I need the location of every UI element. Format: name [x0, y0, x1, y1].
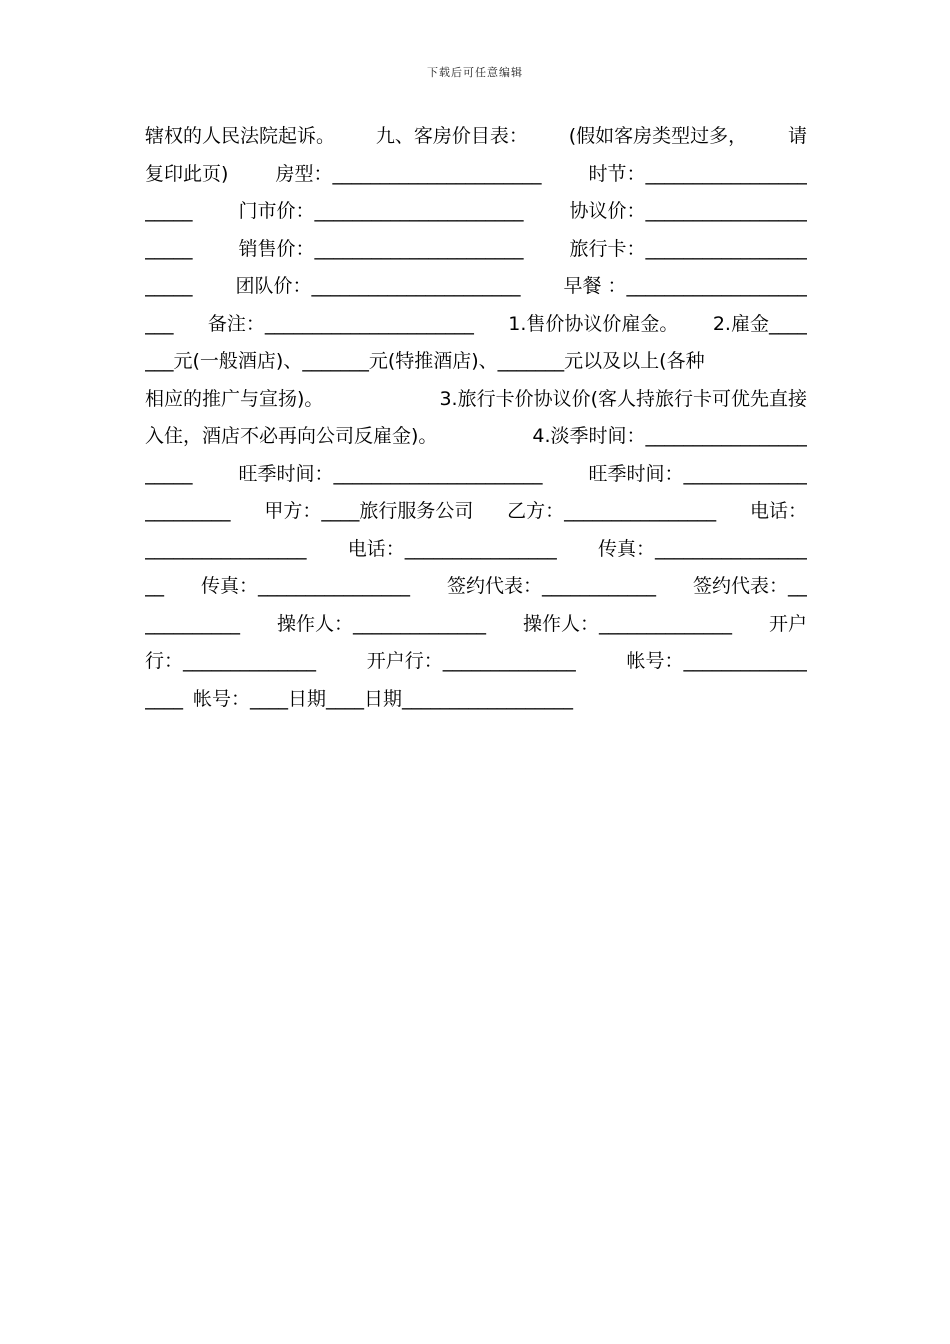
text-segment: 早餐 ：___________________	[563, 275, 807, 297]
text-segment: 协议价：_________________	[569, 200, 807, 222]
text-segment: __________	[145, 612, 240, 635]
text-segment: 相应的推广与宣扬)。	[145, 387, 324, 410]
text-line	[145, 193, 807, 231]
text-line	[145, 418, 807, 456]
text-line	[145, 531, 807, 569]
text-segment: 操作人：______________	[276, 612, 486, 635]
text-segment: 4.淡季时间：_________________	[532, 425, 807, 447]
text-line	[145, 381, 807, 419]
text-segment: 销售价：______________________	[238, 237, 524, 260]
text-segment: ___元(一般酒店)、_______元(特推酒店)、_______元以及以上(各种	[145, 350, 705, 372]
text-segment: 旺季时间：______________________	[238, 462, 543, 485]
text-line	[145, 681, 807, 719]
text-line	[145, 343, 807, 381]
text-segment: 帐号：_____________	[626, 650, 807, 672]
text-line	[145, 231, 807, 269]
text-line	[145, 456, 807, 494]
text-segment: 旺季时间：_____________	[588, 462, 807, 485]
text-segment: 操作人：______________	[522, 612, 732, 635]
text-line	[145, 306, 807, 344]
text-segment: 辖权的人民法院起诉。	[145, 125, 336, 147]
text-line	[145, 118, 807, 156]
text-segment: _____	[145, 275, 193, 297]
text-segment: 入住，酒店不必再向公司反雇金)。	[145, 425, 438, 447]
text-segment: 帐号：____日期____日期__________________	[193, 687, 574, 710]
text-segment: 门市价：______________________	[238, 200, 524, 222]
text-segment: 行：______________	[145, 650, 317, 672]
text-segment: 时节：_________________	[588, 162, 807, 185]
text-line	[145, 606, 807, 644]
text-segment: 备注：______________________	[207, 312, 474, 335]
text-line	[145, 156, 807, 194]
text-segment: 签约代表：____________	[446, 575, 656, 597]
text-line	[145, 643, 807, 681]
text-segment: 签约代表：__	[692, 575, 807, 597]
text-segment: _____	[145, 462, 193, 485]
text-segment: 传真：________________	[597, 537, 807, 560]
text-segment: 请	[787, 125, 807, 147]
text-segment: 开户行：______________	[366, 650, 576, 672]
text-segment: 电话：	[749, 500, 807, 522]
text-segment: 乙方：________________	[507, 500, 717, 522]
text-segment: 电话：________________	[347, 537, 557, 560]
text-segment: 房型：______________________	[275, 162, 542, 185]
text-line	[145, 493, 807, 531]
text-segment: 甲方：____旅行服务公司	[264, 500, 474, 522]
text-segment: 传真：________________	[200, 575, 410, 597]
text-segment: ___	[145, 312, 174, 335]
text-segment: _________	[145, 500, 231, 522]
page-header-note: 下载后可任意编辑	[427, 66, 523, 79]
text-segment: 旅行卡：_________________	[569, 237, 807, 260]
text-segment: _________________	[145, 537, 307, 560]
text-segment: _____	[145, 200, 193, 222]
text-segment: __	[145, 575, 164, 597]
text-segment: _____	[145, 237, 193, 260]
text-segment: 九、客房价目表：	[375, 125, 528, 147]
document-body	[145, 118, 807, 718]
text-segment: 3.旅行卡价协议价(客人持旅行卡可优先直接	[439, 387, 807, 410]
text-segment: (假如客房类型过多，	[568, 125, 748, 147]
text-segment: 复印此页)	[145, 162, 229, 185]
text-segment: 1.售价协议价雇金。	[508, 312, 679, 335]
text-segment: ____	[145, 687, 183, 710]
text-line	[145, 568, 807, 606]
text-line	[145, 268, 807, 306]
text-segment: 2.雇金____	[712, 312, 807, 335]
text-segment: 团队价：______________________	[235, 275, 521, 297]
text-segment: 开户	[768, 612, 807, 635]
